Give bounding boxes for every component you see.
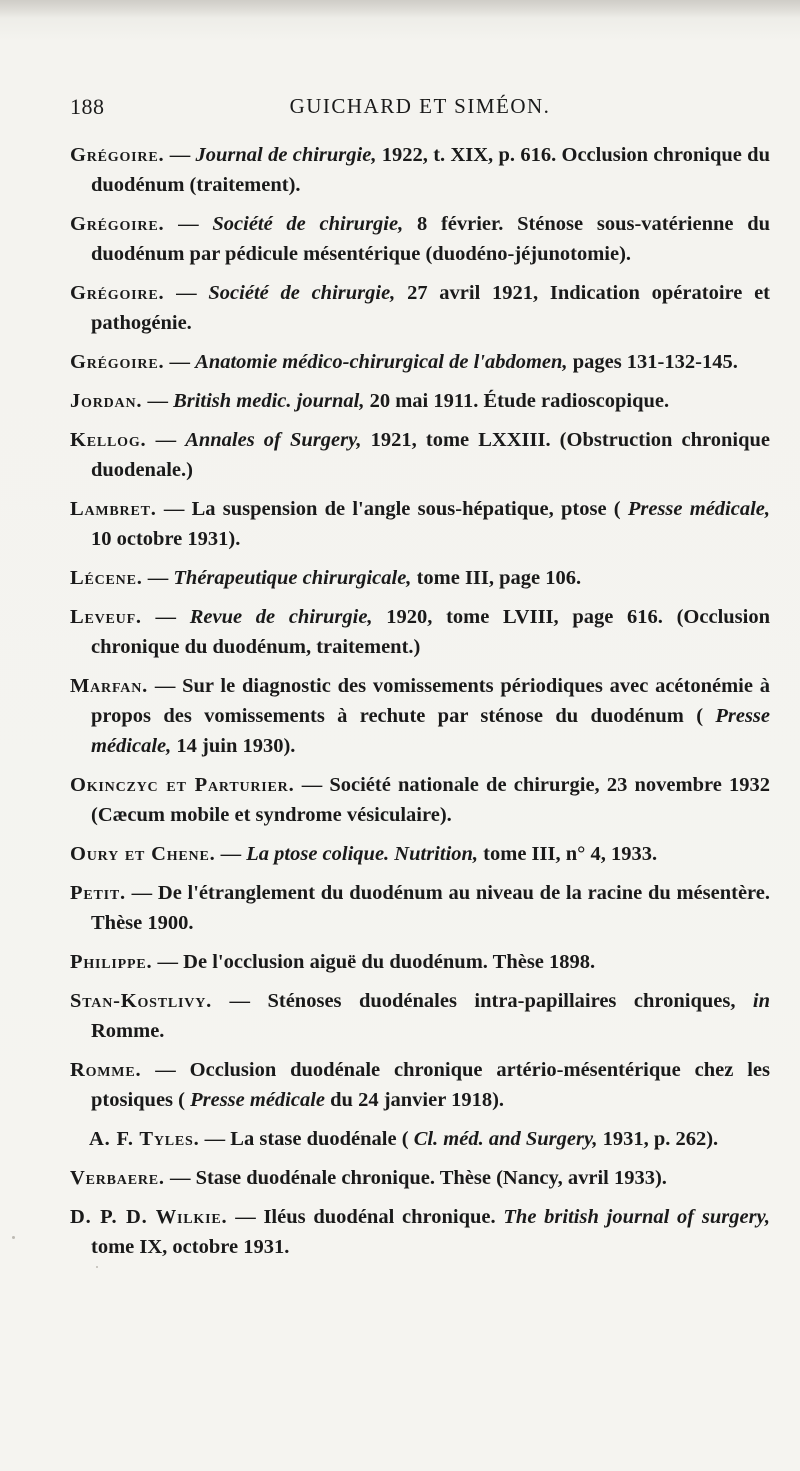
entry-text: Société nationale de chirurgie, 23 novembre 1932 (Cæcum mobile et syndrome vésiculaire).	[91, 774, 770, 826]
entry-text: 10 octobre 1931).	[91, 528, 241, 550]
entry-author: Philippe.	[70, 951, 153, 973]
entry-dash: —	[301, 774, 323, 796]
entry-dash: —	[147, 390, 168, 412]
bibliography-entry	[70, 1055, 770, 1115]
entry-dash: —	[155, 1059, 176, 1081]
entry-dash: —	[163, 498, 185, 520]
entry-italic-title: Anatomie médico-chirurgical de l'abdomen,	[195, 351, 568, 373]
entry-author: Stan-Kostlivy.	[70, 990, 213, 1012]
bibliography-entry	[70, 1163, 770, 1193]
bibliography-entry	[70, 347, 770, 377]
entry-dash: —	[169, 144, 191, 166]
entry-text: 27 avril 1921, Indication opératoire et pathogénie.	[91, 282, 771, 334]
entry-dash: —	[155, 429, 177, 451]
entry-author: Lécene.	[70, 567, 143, 589]
bibliography-entry	[70, 386, 770, 416]
entry-text: Sur le diagnostic des vomissements périodiques avec acétonémie à propos des vomissements à rechute par sténose du duodénum (	[91, 675, 771, 727]
bibliography-entry	[70, 1124, 770, 1154]
entry-text: Occlusion duodénale chronique artério-mésentérique chez les ptosiques (	[91, 1059, 771, 1111]
entry-author: Okinczyc et Parturier.	[70, 774, 295, 796]
entry-dash: —	[235, 1206, 256, 1228]
entry-italic-title: La ptose colique. Nutrition,	[246, 843, 479, 865]
entry-text: Romme.	[91, 1020, 165, 1042]
bibliography-entry	[70, 425, 770, 485]
entry-text: De l'étranglement du duodénum au niveau de la racine du mésentère. Thèse 1900.	[91, 882, 771, 934]
entry-dash: —	[176, 282, 197, 304]
entry-dash: —	[147, 567, 169, 589]
bibliography-entry	[70, 947, 770, 977]
entry-author: Verbaere.	[70, 1167, 165, 1189]
page-number: 188	[70, 94, 105, 119]
entry-dash: —	[155, 606, 177, 628]
bibliography-entry	[70, 986, 770, 1046]
entry-text: tome III, page 106.	[416, 567, 582, 589]
bibliography-list	[70, 140, 770, 1271]
bibliography-entry	[70, 278, 770, 338]
entry-text: du 24 janvier 1918).	[330, 1089, 505, 1111]
bibliography-entry	[70, 1202, 770, 1262]
entry-text: pages 131-132-145.	[572, 351, 738, 373]
entry-author: A. F. Tyles.	[89, 1128, 200, 1150]
entry-text: Sténoses duodénales intra-papillaires chroniques,	[267, 990, 736, 1012]
entry-dash: —	[204, 1128, 226, 1150]
entry-italic-title: British medic. journal,	[173, 390, 365, 412]
running-head: GUICHARD ET SIMÉON.	[289, 94, 551, 118]
entry-italic-title: Société de chirurgie,	[208, 282, 396, 304]
entry-text: Stase duodénale chronique. Thèse (Nancy, avril 1933).	[195, 1167, 667, 1189]
entry-text: La suspension de l'angle sous-hépatique, ptose (	[191, 498, 621, 520]
bibliography-entry	[70, 209, 770, 269]
entry-text: tome III, n° 4, 1933.	[483, 843, 658, 865]
bibliography-entry	[70, 839, 770, 869]
entry-dash: —	[131, 882, 153, 904]
entry-text: 1920, tome LVIII, page 616. (Occlusion chronique du duodénum, traitement.)	[91, 606, 770, 658]
entry-text: La stase duodénale (	[230, 1128, 409, 1150]
entry-italic-title: Journal de chirurgie,	[195, 144, 377, 166]
entry-dash: —	[220, 843, 242, 865]
entry-italic-title: Presse médicale,	[91, 705, 771, 757]
entry-author: Marfan.	[70, 675, 149, 697]
entry-author: D. P. D. Wilkie.	[70, 1206, 228, 1228]
entry-author: Jordan.	[70, 390, 143, 412]
entry-text: 8 février. Sténose sous-vatérienne du duodénum par pédicule mésentérique (duodéno-jéjunotomie).	[91, 213, 771, 265]
entry-author: Petit.	[70, 882, 126, 904]
scan-speck	[96, 1266, 98, 1268]
bibliography-entry	[70, 671, 770, 761]
bibliography-entry	[70, 140, 770, 200]
entry-text: 1921, tome LXXIII. (Obstruction chronique duodenale.)	[91, 429, 771, 481]
entry-italic-title: Thérapeutique chirurgicale,	[173, 567, 412, 589]
entry-author: Grégoire.	[70, 282, 165, 304]
entry-text: 1922, t. XIX, p. 616. Occlusion chronique du duodénum (traitement).	[91, 144, 770, 196]
entry-author: Grégoire.	[70, 213, 165, 235]
entry-author: Oury et Chene.	[70, 843, 216, 865]
entry-author: Grégoire.	[70, 351, 165, 373]
entry-dash: —	[169, 351, 191, 373]
entry-dash: —	[154, 675, 176, 697]
entry-author: Kellog.	[70, 429, 147, 451]
entry-italic-title: in	[752, 990, 771, 1012]
entry-text: 20 mai 1911. Étude radioscopique.	[369, 390, 670, 412]
entry-italic-title: Annales of Surgery,	[185, 429, 362, 451]
scan-edge-shadow	[0, 0, 800, 18]
bibliography-entry	[70, 878, 770, 938]
entry-author: Grégoire.	[70, 144, 165, 166]
page-header	[70, 94, 770, 124]
entry-italic-title: Presse médicale,	[627, 498, 771, 520]
entry-italic-title: Cl. méd. and Surgery,	[413, 1128, 598, 1150]
entry-text: 1931, p. 262).	[602, 1128, 719, 1150]
entry-italic-title: Presse médicale	[190, 1089, 326, 1111]
entry-text: tome IX, octobre 1931.	[91, 1236, 290, 1258]
entry-dash: —	[169, 1167, 191, 1189]
entry-text: Iléus duodénal chronique.	[263, 1206, 496, 1228]
entry-text: 14 juin 1930).	[176, 735, 296, 757]
bibliography-entry	[70, 770, 770, 830]
bibliography-entry	[70, 563, 770, 593]
bibliography-entry	[70, 494, 770, 554]
entry-dash: —	[178, 213, 199, 235]
entry-italic-title: The british journal of surgery,	[503, 1206, 771, 1228]
scan-speck	[12, 1236, 15, 1239]
entry-author: Lambret.	[70, 498, 157, 520]
entry-italic-title: Revue de chirurgie,	[189, 606, 373, 628]
entry-author: Romme.	[70, 1059, 142, 1081]
entry-italic-title: Société de chirurgie,	[212, 213, 404, 235]
entry-author: Leveuf.	[70, 606, 142, 628]
entry-dash: —	[157, 951, 179, 973]
entry-dash: —	[229, 990, 251, 1012]
bibliography-entry	[70, 602, 770, 662]
entry-text: De l'occlusion aiguë du duodénum. Thèse 1898.	[183, 951, 596, 973]
